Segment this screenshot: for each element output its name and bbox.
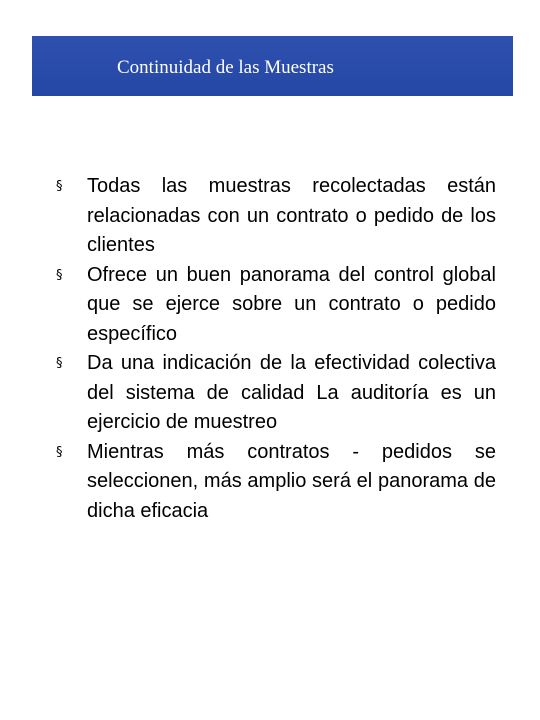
bullet-marker-icon: §	[56, 356, 63, 371]
slide-title: Continuidad de las Muestras	[117, 57, 334, 78]
bullet-marker-icon: §	[56, 444, 63, 460]
bullet-item	[56, 438, 496, 527]
bullet-item	[56, 172, 496, 261]
bullet-item	[56, 261, 496, 350]
bullet-text: Ofrece un buen panorama del control global que se ejerce sobre un contrato o pedido específico	[87, 263, 496, 345]
bullet-text: Todas las muestras recolectadas están relacionadas con un contrato o pedido de los clientes	[87, 175, 496, 256]
bullet-text: Mientras más contratos - pedidos se seleccionen, más amplio será el panorama de dicha eficacia	[87, 440, 496, 522]
bullet-marker-icon: §	[56, 267, 63, 283]
bullet-marker-icon: §	[56, 179, 63, 194]
bullet-item	[56, 349, 496, 438]
title-bar	[32, 36, 513, 96]
bullet-list	[56, 172, 496, 526]
bullet-text: Da una indicación de la efectividad colectiva del sistema de calidad La auditoría es un ejercicio de muestreo	[87, 352, 496, 433]
